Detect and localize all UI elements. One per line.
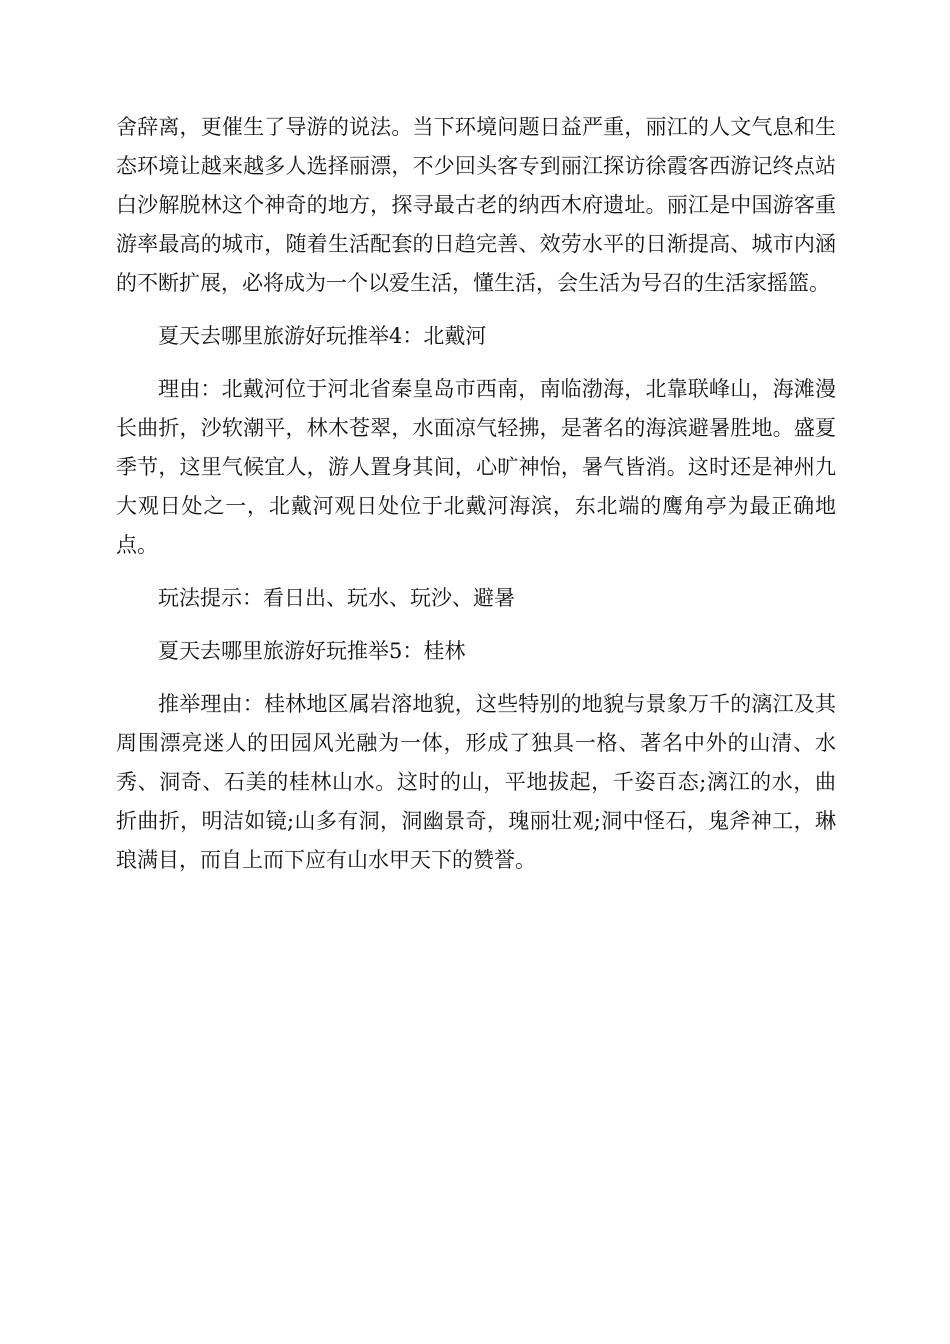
- paragraph-beidaihe-reason: 理由：北戴河位于河北省秦皇岛市西南，南临渤海，北靠联峰山，海滩漫长曲折，沙软潮平，林木苍翠，水面凉气轻拂，是著名的海滨避暑胜地。盛夏季节，这里气候宜人，游人置身其间，心旷神怡，暑气皆消。这时还是神州九大观日处之一，北戴河观日处位于北戴河海滨，东北端的鹰角亭为最正确地点。: [116, 377, 836, 557]
- heading-beidaihe: 夏天去哪里旅游好玩推举4：北戴河: [158, 324, 487, 348]
- heading-guilin: 夏天去哪里旅游好玩推举5：桂林: [158, 639, 466, 663]
- document-page: [116, 108, 836, 894]
- paragraph-beidaihe-tips: 玩法提示：看日出、玩水、玩沙、避暑: [158, 586, 515, 610]
- paragraph-guilin-reason: 推举理由：桂林地区属岩溶地貌，这些特别的地貌与景象万千的漓江及其周围漂亮迷人的田园风光融为一体，形成了独具一格、著名中外的山清、水秀、洞奇、石美的桂林山水。这时的山，平地拔起，千姿百态;漓江的水，曲折曲折，明洁如镜;山多有洞，洞幽景奇，瑰丽壮观;洞中怪石，鬼斧神工，琳琅满目，而自上而下应有山水甲天下的赞誉。: [116, 692, 836, 872]
- paragraph-lijiang-continued: 舍辞离，更催生了导游的说法。当下环境问题日益严重，丽江的人文气息和生态环境让越来越多人选择丽漂，不少回头客专到丽江探访徐霞客西游记终点站白沙解脱林这个神奇的地方，探寻最古老的纳西木府遗址。丽江是中国游客重游率最高的城市，随着生活配套的日趋完善、效劳水平的日渐提高、城市内涵的不断扩展，必将成为一个以爱生活，懂生活，会生活为号召的生活家摇篮。: [116, 115, 836, 295]
